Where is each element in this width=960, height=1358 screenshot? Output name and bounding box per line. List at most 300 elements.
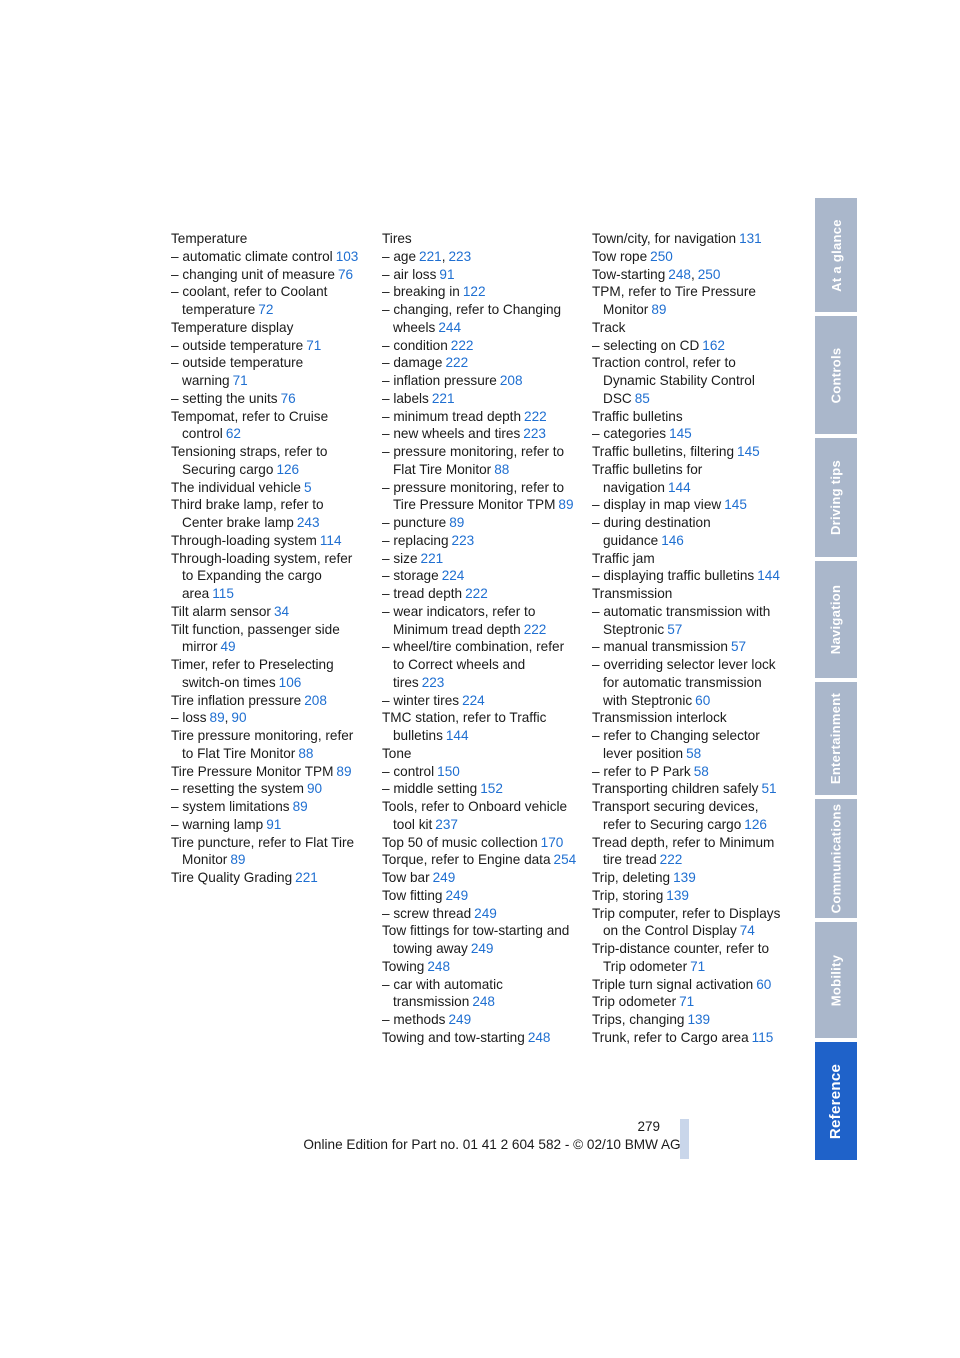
page-link[interactable]: 250 [650, 248, 673, 264]
page-link[interactable]: 249 [432, 870, 456, 885]
index-entry [171, 319, 367, 337]
index-entry [592, 567, 788, 585]
page-link[interactable]: 248 [527, 1029, 551, 1045]
index-entry [171, 621, 367, 657]
index-entry-text: – setting the units [171, 390, 278, 406]
index-entry-text: Tread depth, refer to Minimum tire tread [592, 834, 775, 868]
index-entry-text: Tire pressure monitoring, refer to Flat Tire Monitor [171, 728, 354, 761]
index-entry [382, 922, 578, 958]
index-entry-text: Tow fittings for tow-starting and towing away [382, 923, 570, 956]
page-link[interactable]: 71 [232, 373, 248, 388]
index-entry-text: – screw thread [382, 905, 472, 921]
index-entry [171, 727, 367, 763]
page-link[interactable]: 237 [435, 816, 458, 832]
index-entry-text: Triple turn signal activation [592, 976, 754, 992]
index-entry-text: – categories [592, 426, 667, 442]
index-entry-text: – wheel/tire combination, refer to Correct wheels and tires [382, 639, 565, 690]
page-separator: , [690, 266, 695, 282]
page-link[interactable]: 58 [686, 745, 702, 761]
index-entry [382, 780, 578, 798]
index-entry-text: – new wheels and tires [382, 426, 521, 442]
page-link[interactable]: 244 [438, 319, 462, 335]
index-entry-text: Tools, refer to Onboard vehicle tool kit [382, 799, 568, 832]
index-entry [171, 550, 367, 603]
index-entry [382, 248, 578, 266]
index-entry [171, 248, 367, 266]
page-link[interactable]: 114 [319, 532, 342, 548]
index-entry [171, 283, 367, 319]
index-entry-text: Timer, refer to Preselecting switch-on times [171, 657, 334, 690]
page-link[interactable]: 122 [462, 284, 486, 300]
index-entry-text: – air loss [382, 266, 437, 282]
page-link[interactable]: 222 [450, 337, 474, 353]
index-entry-text: Traffic bulletins for navigation [592, 461, 703, 495]
index-entry-text: Tires [382, 231, 412, 246]
index-entry [592, 727, 788, 763]
index-entry-text: Trip, storing [592, 887, 664, 903]
index-entry [171, 692, 367, 710]
sidebar-tab-label: Reference [827, 1063, 845, 1139]
page-separator: , [224, 710, 229, 726]
page-link[interactable]: 146 [661, 532, 684, 548]
section-sidebar [815, 198, 857, 1160]
page-link[interactable]: 145 [737, 444, 760, 459]
page-link[interactable]: 89 [449, 515, 465, 530]
page-link[interactable]: 208 [304, 692, 327, 708]
index-entry-text: – displaying traffic bulletins [592, 568, 755, 584]
index-entry [171, 479, 367, 497]
index-entry-text: – replacing [382, 532, 449, 548]
page-link[interactable]: 139 [666, 887, 689, 903]
index-entry [592, 408, 788, 426]
index-entry [171, 656, 367, 692]
page-link[interactable]: 62 [225, 426, 241, 442]
index-entry [382, 905, 578, 923]
index-entry [171, 230, 367, 248]
page-link[interactable]: 221 [419, 248, 442, 264]
index-entry-text: – changing unit of measure [171, 266, 335, 282]
index-column-2 [382, 230, 578, 1047]
index-entry [382, 887, 578, 905]
page-link[interactable]: 144 [445, 728, 469, 743]
page-link[interactable]: 91 [266, 816, 282, 832]
index-entry-text: Trip-distance counter, refer to Trip odometer [592, 941, 770, 974]
page-link[interactable]: 34 [273, 603, 290, 619]
index-entry-text: Trip odometer [592, 994, 677, 1010]
index-entry-text: Tempomat, refer to Cruise control [171, 408, 329, 442]
page-link[interactable]: 90 [306, 781, 323, 797]
page-link[interactable]: 222 [524, 408, 547, 424]
index-entry [382, 638, 578, 691]
index-entry [592, 319, 788, 337]
index-entry-text: Tire Quality Grading [171, 870, 293, 885]
index-entry-text: Towing [382, 958, 425, 974]
page-link[interactable]: 89 [209, 710, 225, 726]
index-entry [382, 958, 578, 976]
page-link[interactable]: 249 [474, 905, 497, 921]
page-link[interactable]: 221 [431, 390, 455, 406]
page-link[interactable]: 51 [761, 781, 777, 797]
index-entry-text: – overriding selector lever lock for automatic transmission with Steptronic [592, 657, 776, 708]
page-link[interactable]: 152 [480, 781, 503, 797]
index-entry [592, 248, 788, 266]
sidebar-tab-at-a-glance[interactable] [815, 198, 857, 312]
page-link[interactable]: 91 [439, 266, 455, 282]
page-link[interactable]: 249 [448, 1012, 472, 1027]
page-link[interactable]: 243 [296, 515, 320, 530]
index-entry [382, 425, 578, 443]
index-entry [592, 638, 788, 656]
index-entry [592, 780, 788, 798]
index-entry-text: – wear indicators, refer to Minimum tread depth [382, 603, 536, 637]
page-link[interactable]: 224 [441, 568, 465, 584]
index-entry-text: – puncture [382, 515, 447, 530]
index-entry-text: Tow fitting [382, 887, 443, 903]
index-entry [592, 585, 788, 603]
index-entry-text: Tire inflation pressure [171, 692, 302, 708]
page-link[interactable]: 250 [697, 266, 721, 282]
index-entry [592, 993, 788, 1011]
page-link[interactable]: 49 [220, 639, 236, 655]
index-entry-text: – automatic climate control [171, 248, 333, 264]
page-link[interactable]: 131 [739, 231, 762, 246]
index-entry-text: Traction control, refer to Dynamic Stability Control DSC [592, 355, 755, 406]
index-entry-text: Tone [382, 745, 412, 761]
index-column-1 [171, 230, 367, 887]
index-entry-text: Towing and tow-starting [382, 1029, 525, 1045]
page-link[interactable]: 115 [212, 586, 234, 601]
index-entry [592, 905, 788, 941]
page-link[interactable]: 162 [702, 337, 725, 353]
index-entry [382, 372, 578, 390]
page-link[interactable]: 223 [421, 674, 445, 690]
index-entry [171, 496, 367, 532]
page-link[interactable]: 150 [437, 763, 460, 779]
page-link[interactable]: 88 [494, 461, 510, 477]
index-entry-text: – refer to P Park [592, 763, 691, 779]
index-entry-text: – selecting on CD [592, 337, 700, 353]
sidebar-tab-label: Driving tips [828, 459, 844, 536]
page-link[interactable]: 254 [553, 852, 577, 868]
index-entry-text: – middle setting [382, 781, 478, 797]
page-link[interactable]: 88 [298, 745, 314, 761]
index-entry-text: Traffic bulletins [592, 408, 683, 424]
sidebar-tab-navigation[interactable] [815, 561, 857, 678]
sidebar-tab-label: Navigation [828, 584, 844, 655]
index-entry-text: Trunk, refer to Cargo area [592, 1029, 749, 1045]
index-entry [382, 1029, 578, 1047]
page-link[interactable]: 57 [667, 621, 683, 637]
page-link[interactable]: 145 [724, 497, 747, 513]
page-link[interactable]: 126 [744, 816, 767, 832]
index-entry [592, 354, 788, 407]
index-entry [592, 603, 788, 639]
index-entry [382, 479, 578, 515]
index-entry [382, 745, 578, 763]
index-entry-text: Temperature display [171, 319, 294, 335]
page-link[interactable]: 71 [679, 994, 695, 1010]
page-link[interactable]: 57 [731, 639, 747, 655]
index-entry [382, 585, 578, 603]
page-link[interactable]: 60 [695, 692, 711, 708]
index-entry-text: – condition [382, 337, 448, 353]
index-entry [592, 869, 788, 887]
index-entry-text: Tow bar [382, 870, 430, 885]
index-entry-text: – winter tires [382, 692, 460, 708]
index-entry [171, 709, 367, 727]
index-entry-text: Transporting children safely [592, 781, 759, 797]
index-entry-text: TMC station, refer to Traffic bulletins [382, 710, 547, 743]
sidebar-tab-label: At a glance [828, 218, 844, 292]
index-entry-text: – outside temperature [171, 337, 304, 353]
page-link[interactable]: 222 [445, 355, 469, 371]
index-entry [382, 834, 578, 852]
index-entry-text: – display in map view [592, 497, 722, 513]
index-entry [592, 230, 788, 248]
index-entry-text: – outside temperature warning [171, 355, 304, 388]
index-entry [592, 266, 788, 284]
index-entry-text: Trips, changing [592, 1012, 685, 1027]
index-entry-text: – damage [382, 355, 443, 371]
index-entry [382, 408, 578, 426]
page-link[interactable]: 144 [757, 568, 780, 584]
index-entry [171, 780, 367, 798]
page-link[interactable]: 221 [295, 870, 318, 885]
index-entry [171, 869, 367, 887]
index-entry-text: – changing, refer to Changing wheels [382, 302, 562, 335]
index-entry-text: – during destination guidance [592, 515, 711, 548]
index-entry [592, 976, 788, 994]
index-entry-text: – pressure monitoring, refer to Flat Tire Monitor [382, 444, 565, 477]
index-entry [382, 354, 578, 372]
index-entry [171, 354, 367, 390]
index-entry-text: Trip, deleting [592, 870, 671, 885]
page-link[interactable]: 224 [462, 692, 485, 708]
sidebar-tab-label: Communications [828, 803, 844, 914]
index-entry [382, 976, 578, 1012]
index-entry-text: Top 50 of music collection [382, 834, 538, 850]
index-entry [592, 1029, 788, 1047]
index-entry-text: – resetting the system [171, 781, 304, 797]
page-link[interactable]: 89 [292, 799, 308, 814]
index-entry-text: – breaking in [382, 284, 460, 300]
index-entry [382, 869, 578, 887]
index-entry [382, 798, 578, 834]
index-entry-text: – refer to Changing selector lever position [592, 728, 760, 761]
page-link[interactable]: 170 [540, 834, 564, 850]
index-entry-text: Temperature [171, 231, 248, 246]
index-entry-text: – storage [382, 568, 439, 584]
index-entry-text: – warning lamp [171, 816, 264, 832]
page-link[interactable]: 76 [280, 390, 296, 406]
page-link[interactable]: 139 [673, 870, 696, 885]
index-entry-text: – minimum tread depth [382, 408, 522, 424]
index-entry-text: Traffic bulletins, filtering [592, 444, 735, 459]
page-link[interactable]: 222 [465, 586, 488, 601]
index-entry-text: – automatic transmission with Steptronic [592, 603, 771, 637]
sidebar-tab-entertainment[interactable] [815, 682, 857, 795]
index-entry-text: Tow rope [592, 248, 648, 264]
index-entry-text: – system limitations [171, 799, 290, 814]
index-entry [592, 550, 788, 568]
index-entry [382, 709, 578, 745]
index-entry [592, 834, 788, 870]
index-entry-text: – loss [171, 710, 207, 726]
index-entry [592, 496, 788, 514]
index-entry [592, 283, 788, 319]
page-link[interactable]: 144 [667, 479, 691, 495]
index-entry [382, 550, 578, 568]
page-link[interactable]: 126 [276, 461, 300, 477]
sidebar-tab-driving-tips[interactable] [815, 438, 857, 557]
index-entry-text: Tilt function, passenger side mirror [171, 621, 340, 655]
index-entry-text: TPM, refer to Tire Pressure Monitor [592, 284, 756, 317]
page-link[interactable]: 90 [231, 710, 247, 726]
index-entry [171, 266, 367, 284]
index-entry-text: Through-loading system [171, 532, 317, 548]
page-link[interactable]: 222 [523, 621, 547, 637]
index-entry [592, 798, 788, 834]
index-entry-text: Transport securing devices, refer to Securing cargo [592, 799, 759, 832]
footer-text: Online Edition for Part no. 01 41 2 604 582 - © 02/10 BMW AG [303, 1137, 681, 1152]
page-link[interactable]: 89 [230, 852, 246, 868]
index-entry [382, 301, 578, 337]
sidebar-tab-label: Controls [828, 347, 844, 403]
page-link[interactable]: 71 [690, 958, 706, 974]
index-entry [592, 709, 788, 727]
index-entry [592, 763, 788, 781]
page-separator: , [441, 248, 446, 264]
page-link[interactable]: 103 [335, 248, 359, 264]
page-link[interactable]: 139 [687, 1012, 711, 1027]
footer [0, 1137, 960, 1152]
index-entry [592, 656, 788, 709]
page-link[interactable]: 89 [558, 497, 574, 513]
index-entry [171, 816, 367, 834]
page-link[interactable]: 249 [445, 887, 469, 903]
index-entry [171, 603, 367, 621]
page-link[interactable]: 115 [751, 1029, 774, 1045]
index-entry [382, 337, 578, 355]
index-entry [382, 390, 578, 408]
index-entry [171, 408, 367, 444]
index-entry [171, 443, 367, 479]
page-link[interactable]: 249 [470, 941, 494, 956]
index-entry-text: – control [382, 763, 435, 779]
index-entry-text: Torque, refer to Engine data [382, 852, 551, 868]
page-link[interactable]: 89 [651, 302, 667, 317]
index-entry-text: Traffic jam [592, 550, 655, 566]
page-link[interactable]: 223 [451, 532, 475, 548]
page-link[interactable]: 208 [499, 373, 523, 388]
page-link[interactable]: 248 [668, 266, 691, 282]
index-entry [382, 266, 578, 284]
index-entry [171, 798, 367, 816]
index-entry-text: – size [382, 550, 418, 566]
index-entry [171, 834, 367, 870]
index-entry-text: – car with automatic transmission [382, 976, 503, 1010]
index-entry-text: Trip computer, refer to Displays on the Control Display [592, 905, 781, 939]
page-link[interactable]: 145 [669, 426, 692, 442]
index-entry-text: Transmission [592, 586, 673, 601]
index-entry-text: – age [382, 248, 417, 264]
index-entry-text: Third brake lamp, refer to Center brake lamp [171, 497, 324, 530]
page-link[interactable]: 72 [258, 302, 274, 317]
index-entry-text: Town/city, for navigation [592, 231, 737, 246]
index-entry [592, 940, 788, 976]
page-number: 279 [637, 1119, 660, 1134]
index-entry-text: Tilt alarm sensor [171, 603, 271, 619]
index-entry [382, 514, 578, 532]
index-entry-text: – coolant, refer to Coolant temperature [171, 284, 328, 317]
index-entry [382, 763, 578, 781]
page-link[interactable]: 58 [693, 763, 709, 779]
page-link[interactable]: 71 [306, 337, 322, 353]
page-link[interactable]: 89 [336, 763, 352, 779]
page-link[interactable]: 248 [472, 994, 495, 1010]
page-link[interactable]: 76 [338, 266, 354, 282]
index-entry [592, 514, 788, 550]
page-link[interactable]: 106 [278, 674, 302, 690]
index-entry [171, 337, 367, 355]
sidebar-tab-label: Entertainment [828, 692, 844, 785]
index-entry [592, 425, 788, 443]
index-entry [382, 283, 578, 301]
page-link[interactable]: 223 [448, 248, 472, 264]
index-entry-text: – tread depth [382, 586, 463, 601]
index-entry [382, 603, 578, 639]
index-entry [592, 337, 788, 355]
index-entry-text: Tire puncture, refer to Flat Tire Monitor [171, 834, 355, 868]
page-link[interactable]: 5 [303, 479, 312, 495]
sidebar-tab-mobility[interactable] [815, 922, 857, 1038]
index-entry-text: Tire Pressure Monitor TPM [171, 763, 334, 779]
index-entry [382, 443, 578, 479]
index-entry [382, 851, 578, 869]
page-link[interactable]: 222 [659, 852, 683, 868]
index-entry-text: – pressure monitoring, refer to Tire Pressure Monitor TPM [382, 479, 565, 513]
index-entry [171, 390, 367, 408]
index-entry [592, 1011, 788, 1029]
index-entry [382, 230, 578, 248]
index-entry [171, 532, 367, 550]
index-entry [382, 532, 578, 550]
index-entry-text: Track [592, 319, 626, 335]
index-entry-text: – inflation pressure [382, 373, 497, 388]
index-entry-text: – methods [382, 1012, 446, 1027]
index-entry-text: The individual vehicle [171, 479, 301, 495]
index-entry [382, 567, 578, 585]
index-column-3 [592, 230, 788, 1047]
page-link[interactable]: 74 [739, 923, 755, 939]
page-link[interactable]: 85 [634, 390, 650, 406]
sidebar-tab-communications[interactable] [815, 799, 857, 918]
page-link[interactable]: 248 [427, 958, 451, 974]
index-entry-text: Through-loading system, refer to Expanding the cargo area [171, 550, 353, 601]
index-entry-text: Tow-starting [592, 266, 666, 282]
index-entry-text: – manual transmission [592, 639, 728, 655]
index-entry [592, 461, 788, 497]
index-entry-text: Transmission interlock [592, 710, 727, 726]
page-link[interactable]: 60 [756, 976, 772, 992]
page-link[interactable]: 221 [420, 550, 444, 566]
sidebar-tab-controls[interactable] [815, 316, 857, 434]
page-link[interactable]: 223 [523, 426, 546, 442]
index-entry-text: – labels [382, 390, 429, 406]
index-entry-text: Tensioning straps, refer to Securing cargo [171, 444, 328, 477]
index-entry [382, 692, 578, 710]
sidebar-tab-label: Mobility [828, 954, 844, 1006]
